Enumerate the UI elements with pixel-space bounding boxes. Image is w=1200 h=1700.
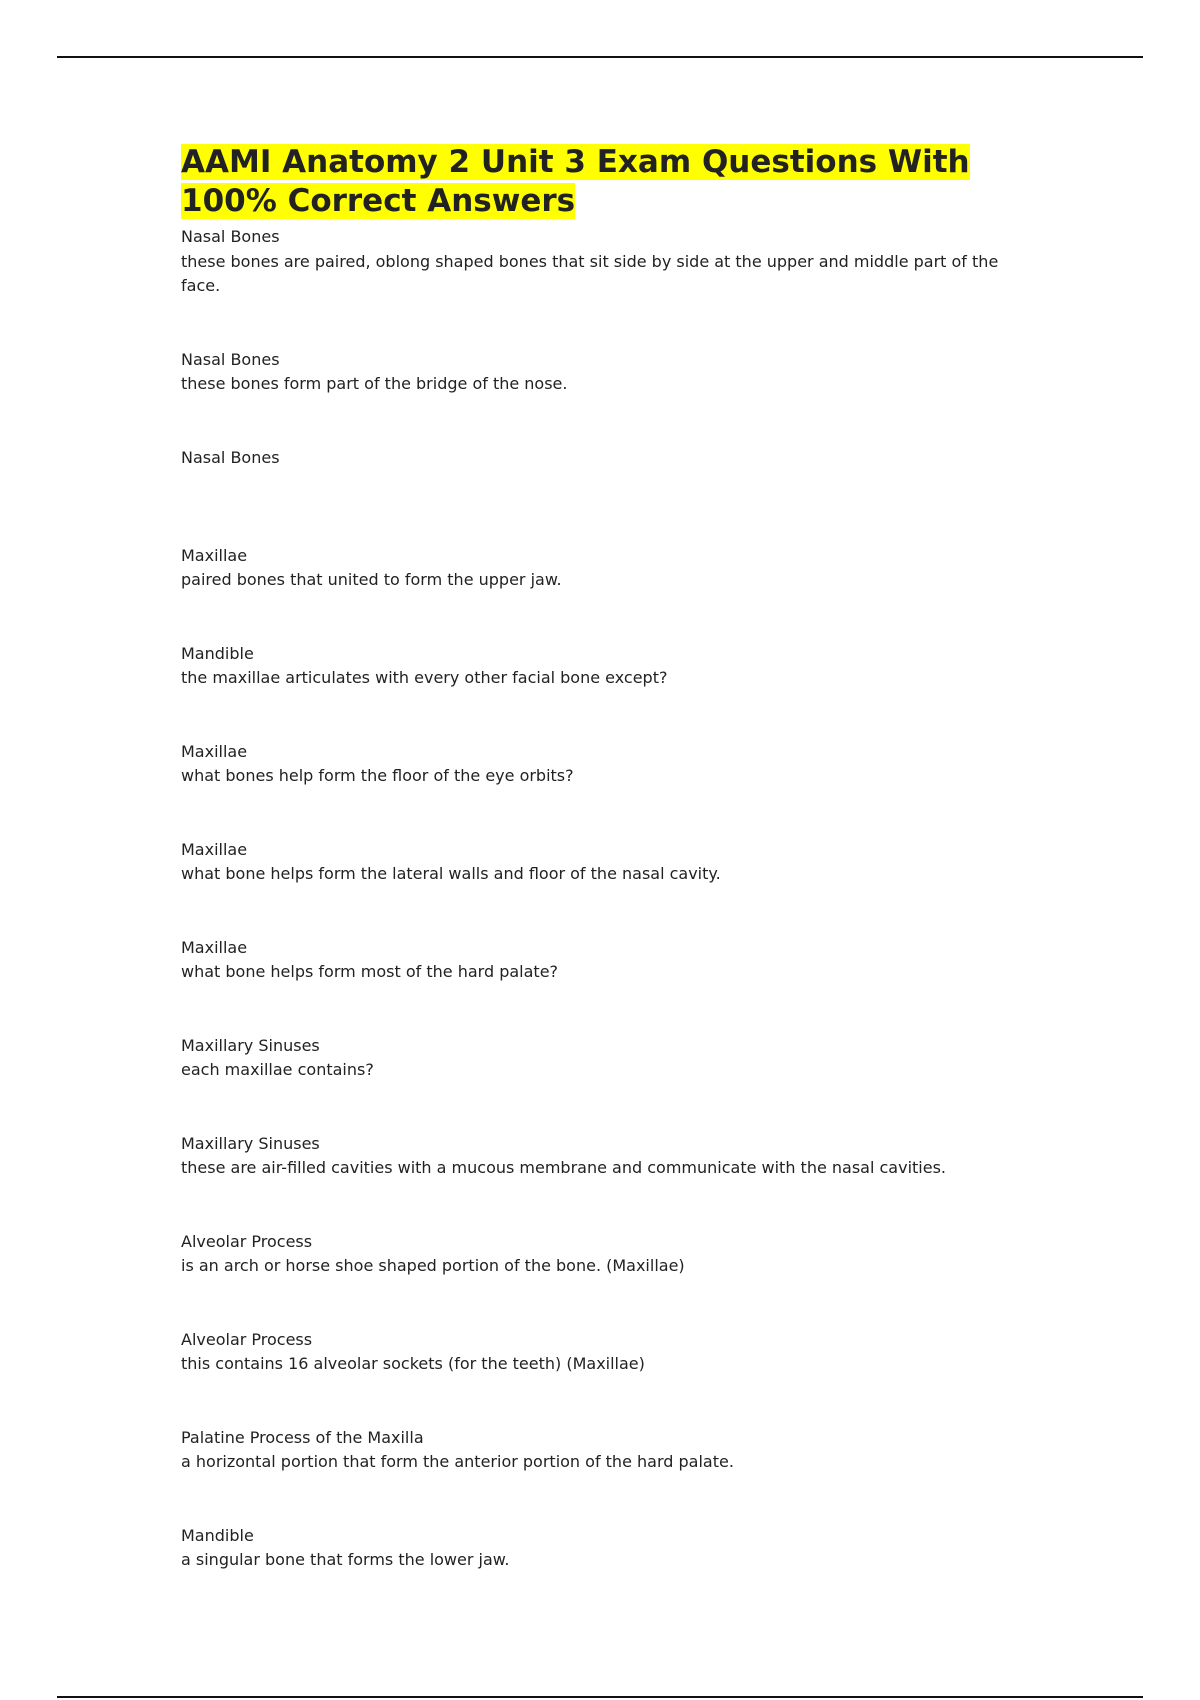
qa-definition bbox=[181, 470, 1031, 495]
qa-term: Nasal Bones bbox=[181, 349, 280, 369]
qa-term: Maxillae bbox=[181, 839, 248, 859]
qa-definition: is an arch or horse shoe shaped portion of the bone. (Maxillae) bbox=[181, 1256, 685, 1275]
document-title-text: AAMI Anatomy 2 Unit 3 Exam Questions With 100% Correct Answers bbox=[181, 144, 970, 219]
qa-definition: these bones are paired, oblong shaped bones that sit side by side at the upper and middle part of the face. bbox=[181, 251, 999, 295]
qa-term: Maxillary Sinuses bbox=[181, 1035, 320, 1055]
qa-definition: a horizontal portion that form the anterior portion of the hard palate. bbox=[181, 1452, 734, 1471]
qa-term: Maxillae bbox=[181, 937, 248, 957]
top-rule bbox=[57, 56, 1143, 58]
qa-term: Maxillae bbox=[181, 545, 248, 565]
qa-term: Alveolar Process bbox=[181, 1329, 313, 1349]
qa-term: Alveolar Process bbox=[181, 1231, 313, 1251]
qa-definition: what bones help form the floor of the eye orbits? bbox=[181, 766, 574, 785]
qa-item bbox=[181, 348, 1031, 397]
qa-item bbox=[181, 1034, 1031, 1083]
qa-item bbox=[181, 838, 1031, 887]
qa-item bbox=[181, 936, 1031, 985]
qa-term: Nasal Bones bbox=[181, 447, 280, 467]
qa-definition: each maxillae contains? bbox=[181, 1060, 374, 1079]
qa-item bbox=[181, 1426, 1031, 1475]
qa-term: Mandible bbox=[181, 1525, 254, 1545]
qa-term: Mandible bbox=[181, 643, 254, 663]
qa-item bbox=[181, 225, 1031, 299]
document-body bbox=[181, 143, 1031, 1622]
qa-definition: these bones form part of the bridge of the nose. bbox=[181, 374, 568, 393]
qa-item bbox=[181, 446, 1031, 495]
qa-definition: what bone helps form most of the hard palate? bbox=[181, 962, 559, 981]
qa-item bbox=[181, 544, 1031, 593]
qa-term: Maxillary Sinuses bbox=[181, 1133, 320, 1153]
qa-definition: this contains 16 alveolar sockets (for the teeth) (Maxillae) bbox=[181, 1354, 645, 1373]
qa-definition: paired bones that united to form the upper jaw. bbox=[181, 570, 562, 589]
qa-item bbox=[181, 1230, 1031, 1279]
qa-definition: what bone helps form the lateral walls and floor of the nasal cavity. bbox=[181, 864, 721, 883]
qa-item bbox=[181, 1328, 1031, 1377]
qa-term: Nasal Bones bbox=[181, 227, 280, 246]
qa-term: Maxillae bbox=[181, 741, 248, 761]
qa-item bbox=[181, 642, 1031, 691]
qa-definition: a singular bone that forms the lower jaw. bbox=[181, 1550, 510, 1569]
qa-list bbox=[181, 225, 1031, 1573]
qa-term: Palatine Process of the Maxilla bbox=[181, 1427, 424, 1447]
bottom-rule bbox=[57, 1696, 1143, 1698]
qa-definition: the maxillae articulates with every other facial bone except? bbox=[181, 668, 668, 687]
qa-definition: these are air-filled cavities with a mucous membrane and communicate with the nasal cavities. bbox=[181, 1158, 947, 1177]
qa-item bbox=[181, 740, 1031, 789]
qa-item bbox=[181, 1524, 1031, 1573]
qa-item bbox=[181, 1132, 1031, 1181]
document-title bbox=[181, 143, 1031, 221]
